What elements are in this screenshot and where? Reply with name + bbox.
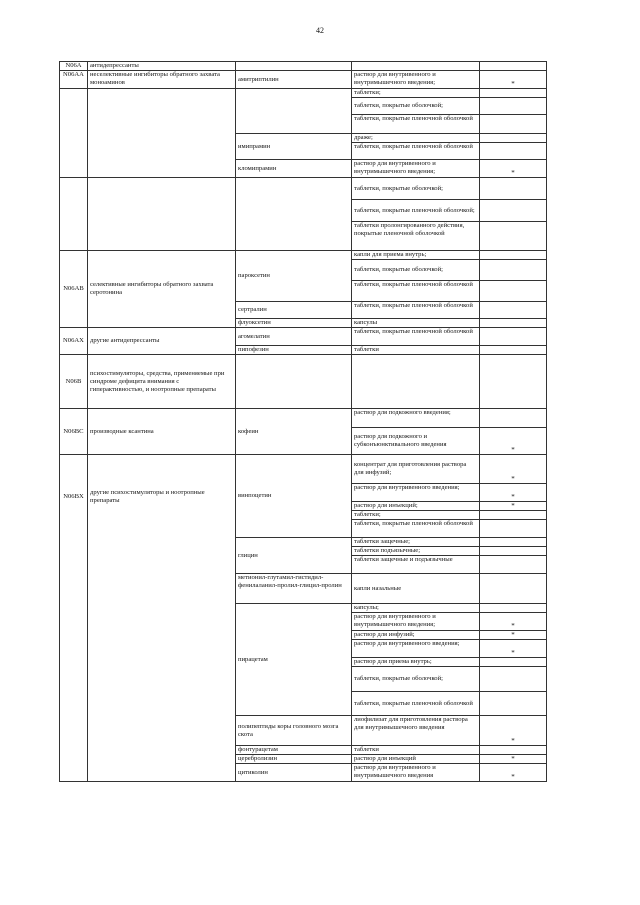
dosage-form: раствор для внутривенного введения; [352,640,480,658]
dosage-form: раствор для подкожного введения; [352,409,480,428]
drug-name: пирацетам [236,604,352,716]
group-name: селективные ингибиторы обратного захвата серотонина [88,251,236,328]
mark [480,98,547,115]
mark: * [480,716,547,746]
dosage-form: драже; [352,134,480,143]
drug-name: имипрамин [236,134,352,160]
mark [480,658,547,667]
dosage-form: таблетки защечные и подъязычные [352,556,480,574]
dosage-form: таблетки [352,346,480,355]
dosage-form: таблетки, покрытые оболочкой; [352,667,480,692]
group-name: другие психостимуляторы и ноотропные препараты [88,455,236,782]
group-name: производные ксантина [88,409,236,455]
dosage-form: таблетки, покрытые пленочной оболочкой [352,520,480,538]
table-row [60,355,547,409]
mark: * [480,428,547,455]
drug-name: пароксетин [236,251,352,302]
dosage-form: таблетки; [352,89,480,98]
mark: * [480,160,547,178]
drug-name: пипофезин [236,346,352,355]
drug-name: полипептиды коры головного мозга скота [236,716,352,746]
dosage-form: раствор для внутривенного и внутримышечного введения [352,764,480,782]
dosage-form [352,62,480,71]
mark: * [480,631,547,640]
mark [480,667,547,692]
dosage-form: таблетки, покрытые пленочной оболочкой [352,115,480,134]
mark [480,511,547,520]
mark [480,328,547,346]
atc-code: N06B [60,355,88,409]
mark [480,346,547,355]
mark [480,538,547,547]
dosage-form: капли для приема внутрь; [352,251,480,260]
mark: * [480,71,547,89]
mark [480,178,547,200]
drug-name [236,62,352,71]
dosage-form: раствор для внутривенного и внутримышечного введения; [352,613,480,631]
drug-name: цитиколин [236,764,352,782]
mark: * [480,755,547,764]
mark [480,143,547,160]
drug-name: амитриптилин [236,71,352,89]
atc-code [60,178,88,251]
drug-name: флуоксетин [236,319,352,328]
table-row [60,89,547,98]
dosage-form: таблетки, покрытые оболочкой; [352,260,480,281]
mark: * [480,484,547,502]
dosage-form: капсулы [352,319,480,328]
dosage-form: таблетки, покрытые пленочной оболочкой [352,302,480,319]
mark [480,409,547,428]
mark: * [480,455,547,484]
dosage-form: капсулы; [352,604,480,613]
dosage-form: концентрат для приготовления раствора для инфузий; [352,455,480,484]
dosage-form: капли назальные [352,574,480,604]
dosage-form: таблетки [352,746,480,755]
dosage-form: таблетки; [352,511,480,520]
mark: * [480,764,547,782]
drug-name: агомелатин [236,328,352,346]
mark [480,251,547,260]
table-row [60,455,547,484]
atc-code: N06AA [60,71,88,89]
group-name [88,89,236,178]
dosage-form: таблетки пролонгированного действия, покрытые пленочной оболочкой [352,222,480,251]
table-row [60,328,547,346]
mark [480,222,547,251]
drug-name: церебролизин [236,755,352,764]
atc-code: N06A [60,62,88,71]
dosage-form: таблетки, покрытые пленочной оболочкой [352,328,480,346]
table-row [60,62,547,71]
dosage-form: таблетки, покрытые пленочной оболочкой [352,281,480,302]
mark [480,260,547,281]
group-name: психостимуляторы, средства, применяемые при синдроме дефицита внимания с гиперактивностью, и ноотропные препараты [88,355,236,409]
mark [480,547,547,556]
table-row [60,178,547,200]
mark [480,115,547,134]
atc-code: N06AX [60,328,88,355]
dosage-form: раствор для внутривенного и внутримышечного введения; [352,71,480,89]
mark: * [480,613,547,631]
dosage-form: раствор для внутривенного введения; [352,484,480,502]
mark [480,302,547,319]
mark [480,746,547,755]
group-name: неселективные ингибиторы обратного захвата моноаминов [88,71,236,89]
drug-name: винпоцетин [236,455,352,538]
dosage-form: таблетки защечные; [352,538,480,547]
drug-name [236,355,352,409]
dosage-form: таблетки, покрытые оболочкой; [352,98,480,115]
atc-code [60,89,88,178]
drug-name: кломипрамин [236,160,352,178]
drug-name [236,178,352,251]
page-number: 42 [316,26,324,35]
dosage-form: таблетки, покрытые пленочной оболочкой [352,692,480,716]
mark [480,574,547,604]
table-row [60,409,547,428]
atc-code: N06BC [60,409,88,455]
dosage-form: таблетки, покрытые пленочной оболочкой [352,143,480,160]
dosage-form: таблетки подъязычные; [352,547,480,556]
drug-name: кофеин [236,409,352,455]
drug-name: глицин [236,538,352,574]
mark [480,134,547,143]
dosage-form: раствор для подкожного и субконъюнктивального введения [352,428,480,455]
atc-code: N06BX [60,455,88,782]
drug-name [236,89,352,134]
mark [480,520,547,538]
mark: * [480,640,547,658]
mark [480,200,547,222]
drug-name: сертралин [236,302,352,319]
drug-table [59,61,547,782]
mark [480,692,547,716]
mark [480,62,547,71]
mark [480,355,547,409]
drug-name: фонтурацетам [236,746,352,755]
dosage-form: раствор для инъекций; [352,502,480,511]
mark [480,281,547,302]
mark [480,89,547,98]
dosage-form [352,355,480,409]
table-row [60,71,547,89]
mark [480,556,547,574]
dosage-form: раствор для инфузий; [352,631,480,640]
group-name [88,178,236,251]
dosage-form: таблетки, покрытые пленочной оболочкой; [352,200,480,222]
dosage-form: таблетки, покрытые оболочкой; [352,178,480,200]
group-name: другие антидепрессанты [88,328,236,355]
mark: * [480,502,547,511]
mark [480,319,547,328]
atc-code: N06AB [60,251,88,328]
dosage-form: раствор для приема внутрь; [352,658,480,667]
mark [480,604,547,613]
group-name: антидепрессанты [88,62,236,71]
dosage-form: лиофилизат для приготовления раствора для внутримышечного введения [352,716,480,746]
dosage-form: раствор для внутривенного и внутримышечного введения; [352,160,480,178]
drug-name: метионил-глутамил-гистидил-фенилаланил-пролил-глицил-пролин [236,574,352,604]
table-row [60,251,547,260]
dosage-form: раствор для инъекций [352,755,480,764]
